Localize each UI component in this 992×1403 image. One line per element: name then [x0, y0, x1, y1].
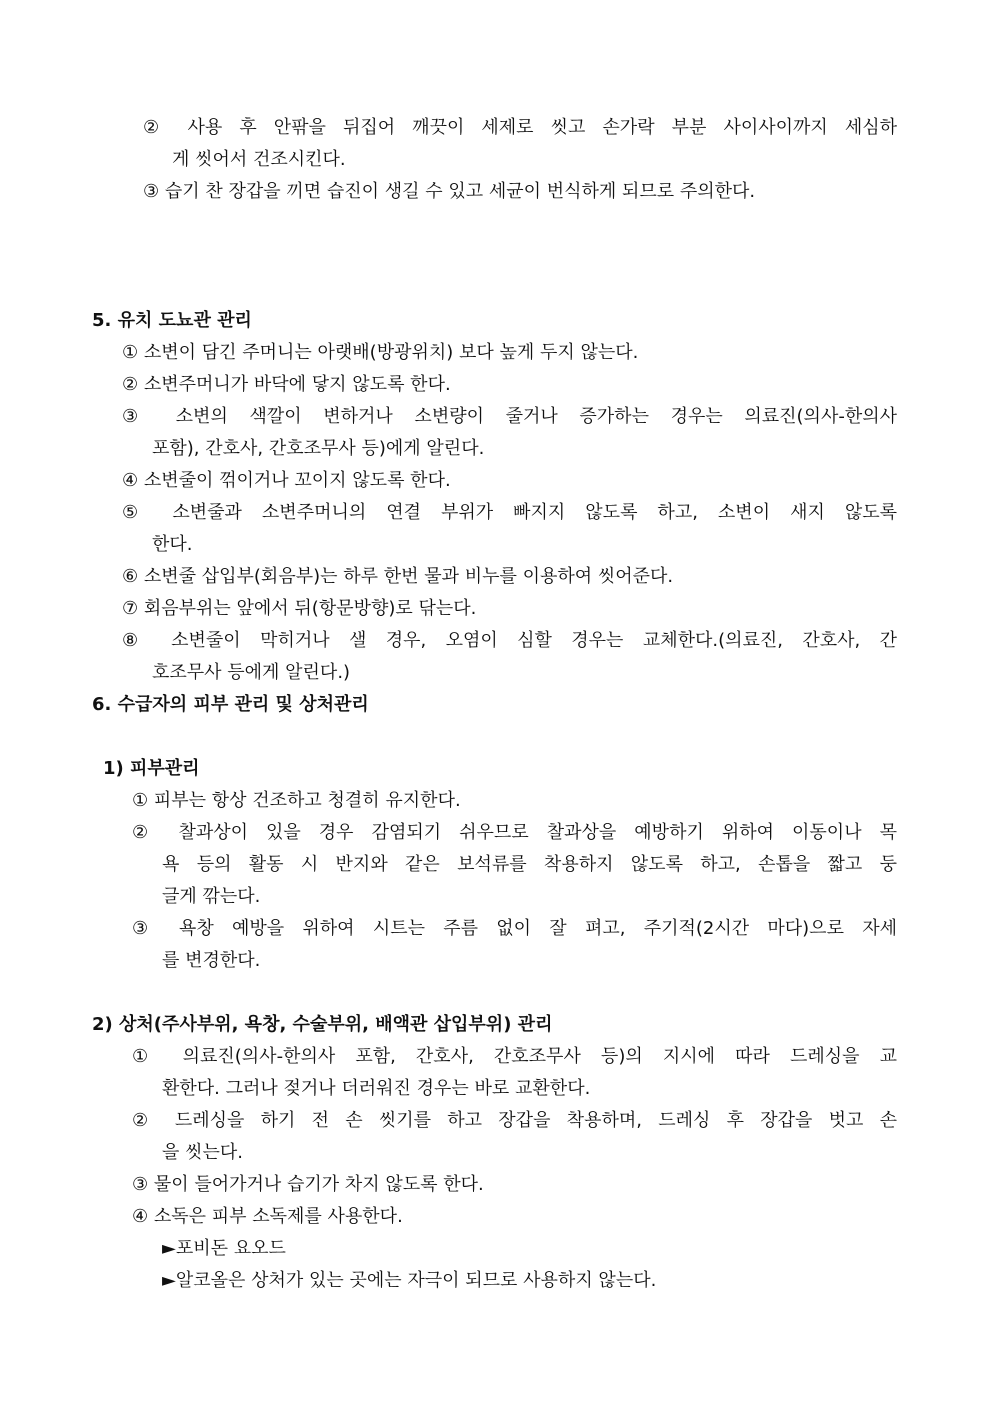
section-6-title: 6. 수급자의 피부 관리 및 상처관리: [92, 694, 369, 715]
s6-2-bullet-1: ►포비돈 요오드: [162, 1238, 286, 1259]
s6-1-item-2-line-2: 욕 등의 활동 시 반지와 같은 보석류를 착용하지 않도록 하고, 손톱을 짧고 둥: [162, 854, 897, 875]
s6-2-item-1-line-1: ① 의료진(의사-한의사 포함, 간호사, 간호조무사 등)의 지시에 따라 드레싱을 교: [132, 1046, 897, 1067]
s6-2-item-2-line-2: 을 씻는다.: [162, 1142, 243, 1163]
glove-item-2-line-1: ② 사용 후 안팎을 뒤집어 깨끗이 세제로 씻고 손가락 부분 사이사이까지 세심하: [143, 117, 897, 138]
s6-1-item-2-line-1: ② 찰과상이 있을 경우 감염되기 쉬우므로 찰과상을 예방하기 위하여 이동이나 목: [132, 822, 897, 843]
s6-1-item-1: ① 피부는 항상 건조하고 청결히 유지한다.: [132, 790, 461, 811]
s5-item-5-line-2: 한다.: [152, 534, 193, 555]
section-5-title: 5. 유치 도뇨관 관리: [92, 310, 252, 331]
s5-item-3-line-1: ③ 소변의 색깔이 변하거나 소변량이 줄거나 증가하는 경우는 의료진(의사-한의사: [122, 406, 897, 427]
s6-1-item-3-line-1: ③ 욕창 예방을 위하여 시트는 주름 없이 잘 펴고, 주기적(2시간 마다)으로 자세: [132, 918, 897, 939]
s6-2-bullet-2: ►알코올은 상처가 있는 곳에는 자극이 되므로 사용하지 않는다.: [162, 1270, 657, 1291]
s6-2-item-4: ④ 소독은 피부 소독제를 사용한다.: [132, 1206, 403, 1227]
s5-item-1: ① 소변이 담긴 주머니는 아랫배(방광위치) 보다 높게 두지 않는다.: [122, 342, 639, 363]
s5-item-2: ② 소변주머니가 바닥에 닿지 않도록 한다.: [122, 374, 451, 395]
s5-item-8-line-2: 호조무사 등에게 알린다.): [152, 662, 351, 683]
s6-2-item-1-line-2: 환한다. 그러나 젖거나 더러워진 경우는 바로 교환한다.: [162, 1078, 591, 1099]
s6-2-item-2-line-1: ② 드레싱을 하기 전 손 씻기를 하고 장갑을 착용하며, 드레싱 후 장갑을 벗고 손: [132, 1110, 897, 1131]
s5-item-3-line-2: 포함), 간호사, 간호조무사 등)에게 알린다.: [152, 438, 485, 459]
s5-item-4: ④ 소변줄이 꺾이거나 꼬이지 않도록 한다.: [122, 470, 451, 491]
s6-1-item-3-line-2: 를 변경한다.: [162, 950, 261, 971]
s5-item-7: ⑦ 회음부위는 앞에서 뒤(항문방향)로 닦는다.: [122, 598, 477, 619]
s5-item-5-line-1: ⑤ 소변줄과 소변주머니의 연결 부위가 빠지지 않도록 하고, 소변이 새지 않도록: [122, 502, 897, 523]
subsection-2-title: 2) 상처(주사부위, 욕창, 수술부위, 배액관 삽입부위) 관리: [92, 1014, 553, 1035]
glove-item-2-line-2: 게 씻어서 건조시킨다.: [172, 149, 346, 170]
s6-2-item-3: ③ 물이 들어가거나 습기가 차지 않도록 한다.: [132, 1174, 484, 1195]
s6-1-item-2-line-3: 글게 깎는다.: [162, 886, 261, 907]
s5-item-6: ⑥ 소변줄 삽입부(회음부)는 하루 한번 물과 비누를 이용하여 씻어준다.: [122, 566, 674, 587]
s5-item-8-line-1: ⑧ 소변줄이 막히거나 샐 경우, 오염이 심할 경우는 교체한다.(의료진, 간호사, 간: [122, 630, 897, 651]
glove-item-3: ③ 습기 찬 장갑을 끼면 습진이 생길 수 있고 세균이 번식하게 되므로 주의한다.: [143, 181, 756, 202]
subsection-1-title: 1) 피부관리: [103, 758, 200, 779]
